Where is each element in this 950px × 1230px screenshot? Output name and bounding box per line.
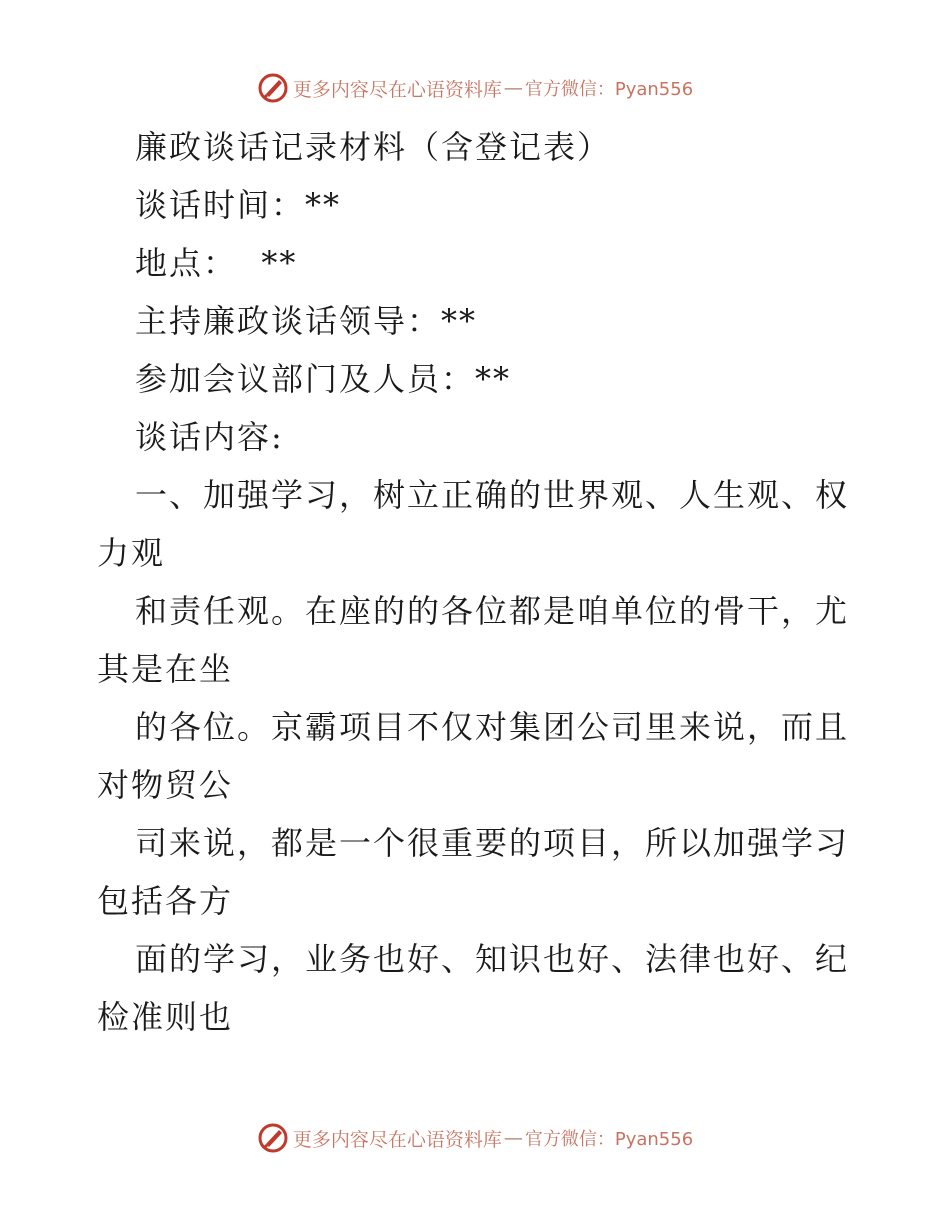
brush-logo-icon [257,1122,289,1154]
paragraph-line: 一、加强学习，树立正确的世界观、人生观、权 [135,476,850,514]
banner-text: 更多内容尽在心语资料库 [292,78,502,101]
talk-place: 地点： ** [135,244,298,282]
paragraph-line: 和责任观。在座的的各位都是咱单位的骨干，尤 [135,592,850,630]
paragraph-line: 其是在坐 [97,650,234,688]
banner-separator: — [503,77,523,99]
brush-logo-icon [257,72,289,104]
paragraph-line: 的各位。京霸项目不仅对集团公司里来说，而且 [135,708,850,746]
content-label: 谈话内容: [135,418,284,456]
talk-time: 谈话时间：** [135,186,342,224]
paragraph-line: 力观 [97,534,166,572]
paragraph-line: 包括各方 [97,882,234,920]
talk-host: 主持廉政谈话领导：** [135,302,478,340]
document-body [97,118,857,1046]
paragraph-line: 检准则也 [97,998,234,1036]
banner-wechat: 官方微信：Pyan556 [524,79,694,100]
banner-wechat: 官方微信：Pyan556 [524,1129,694,1150]
banner-text: 更多内容尽在心语资料库 [292,1128,502,1151]
footer-banner [0,1122,950,1154]
paragraph-line: 对物贸公 [97,766,234,804]
header-banner [0,72,950,104]
talk-participants: 参加会议部门及人员：** [135,360,512,398]
paragraph-line: 司来说，都是一个很重要的项目，所以加强学习 [135,824,850,862]
banner-separator: — [503,1127,523,1149]
document-title: 廉政谈话记录材料（含登记表） [135,128,612,166]
paragraph-line: 面的学习，业务也好、知识也好、法律也好、纪 [135,940,850,978]
